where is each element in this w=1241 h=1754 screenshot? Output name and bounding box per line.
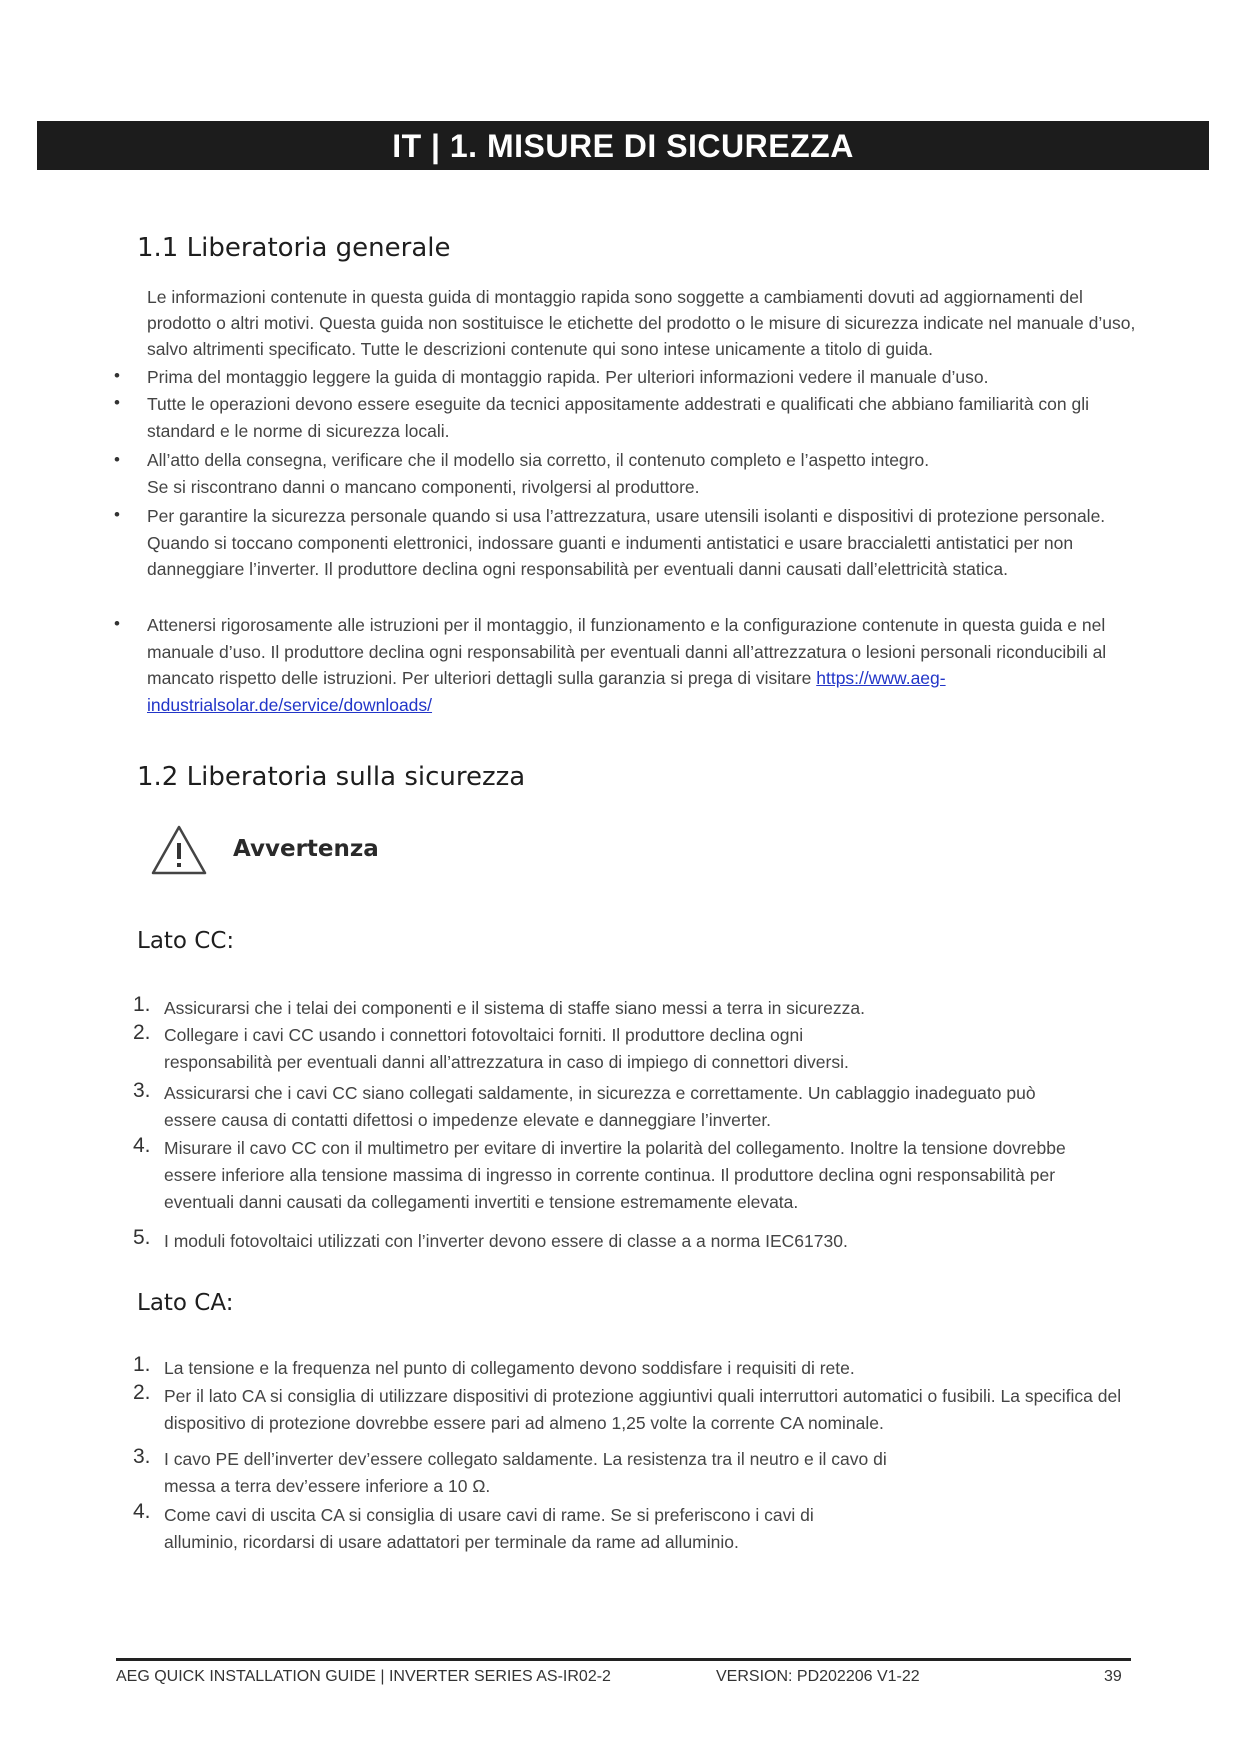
bullet-dot: • xyxy=(114,450,120,469)
bullet-item: Prima del montaggio leggere la guida di montaggio rapida. Per ulteriori informazioni vedere il manuale d’uso. xyxy=(147,367,989,387)
ac-item: La tensione e la frequenza nel punto di collegamento devono soddisfare i requisiti di rete. xyxy=(164,1358,855,1378)
item-number: 1. xyxy=(133,993,151,1016)
bullet-dot: • xyxy=(114,366,120,385)
item-number: 3. xyxy=(133,1445,151,1468)
bullet-item xyxy=(147,612,1137,718)
bullet-dot: • xyxy=(114,393,120,412)
item-number: 4. xyxy=(133,1134,151,1157)
item-number: 2. xyxy=(133,1381,151,1404)
ac-item: Per il lato CA si consiglia di utilizzare dispositivi di protezione aggiuntivi quali interruttori automatici o fusibili. La specifica del dispositivo di protezione dovrebbe essere pari ad almeno 1,25 volte la corrente CA nominale. xyxy=(164,1386,1122,1433)
bullet-text: Attenersi rigorosamente alle istruzioni per il montaggio, il funzionamento e la configurazione contenute in questa guida e nel manuale d’uso. Il produttore declina ogni responsabilità per eventuali danni all’attrezzatura o lesioni personali riconducibili al mancato rispetto delle istruzioni. Per ulteriori dettagli sulla garanzia si prega di visitare xyxy=(147,615,1107,688)
dc-item: Assicurarsi che i cavi CC siano collegati saldamente, in sicurezza e correttamente. Un cablaggio inadeguato può essere causa di contatti difettosi o impedenze elevate e danneggiare l’inverter. xyxy=(164,1083,1036,1130)
dc-item: Collegare i cavi CC usando i connettori fotovoltaici forniti. Il produttore declina ogni responsabilità per eventuali danni all’attrezzatura in caso di impiego di connettori diversi. xyxy=(164,1025,849,1072)
intro-paragraph: Le informazioni contenute in questa guida di montaggio rapida sono soggette a cambiamenti dovuti ad aggiornamenti del prodotto o altri motivi. Questa guida non sostituisce le etichette del prodotto o le misure di sicurezza indicate nel manuale d’uso, salvo altrimenti specificato. Tutte le descrizioni contenute qui sono intese unicamente a titolo di guida. xyxy=(147,287,1136,359)
item-number: 3. xyxy=(133,1079,151,1102)
item-number: 4. xyxy=(133,1500,151,1523)
downloads-link[interactable]: https://www.aeg-industrialsolar.de/service/downloads/ xyxy=(147,668,946,715)
footer-divider xyxy=(116,1658,1131,1661)
warning-icon xyxy=(150,824,208,876)
bullet-dot: • xyxy=(114,505,120,524)
bullet-item: All’atto della consegna, verificare che il modello sia corretto, il contenuto completo e l’aspetto integro. Se si riscontrano danni o mancano componenti, rivolgersi al produttore. xyxy=(147,450,930,497)
dc-item: Assicurarsi che i telai dei componenti e il sistema di staffe siano messi a terra in sicurezza. xyxy=(164,998,865,1018)
bullet-item: Per garantire la sicurezza personale quando si usa l’attrezzatura, usare utensili isolanti e dispositivi di protezione personale. Quando si toccano componenti elettronici, indossare guanti e indumenti antistatici e usare braccialetti antistatici per non danneggiare l’inverter. Il produttore declina ogni responsabilità per eventuali danni causati dall’elettricità statica. xyxy=(147,506,1106,579)
section-banner: IT | 1. MISURE DI SICUREZZA xyxy=(37,121,1209,170)
warning-label: Avvertenza xyxy=(233,836,379,862)
heading-dc-side: Lato CC: xyxy=(137,928,235,954)
bullet-item: Tutte le operazioni devono essere eseguite da tecnici appositamente addestrati e qualificati che abbiano familiarità con gli standard e le norme di sicurezza locali. xyxy=(147,394,1090,441)
heading-ac-side: Lato CA: xyxy=(137,1290,234,1316)
ac-item: I cavo PE dell’inverter dev’essere collegato saldamente. La resistenza tra il neutro e il cavo di messa a terra dev’essere inferiore a 10 Ω. xyxy=(164,1449,887,1496)
ac-item: Come cavi di uscita CA si consiglia di usare cavi di rame. Se si preferiscono i cavi di alluminio, ricordarsi di usare adattatori per terminale da rame ad alluminio. xyxy=(164,1505,814,1552)
footer-version: VERSION: PD202206 V1-22 xyxy=(716,1668,920,1685)
dc-item: Misurare il cavo CC con il multimetro per evitare di invertire la polarità del collegamento. Inoltre la tensione dovrebbe essere inferiore alla tensione massima di ingresso in corrente continua. Il produttore declina ogni responsabilità per eventuali danni causati da collegamenti invertiti e tensione estremamente elevata. xyxy=(164,1138,1066,1212)
page-number: 39 xyxy=(1104,1668,1122,1685)
footer-guide-title: AEG QUICK INSTALLATION GUIDE | INVERTER SERIES AS-IR02-2 xyxy=(116,1668,611,1685)
dc-item: I moduli fotovoltaici utilizzati con l’inverter devono essere di classe a a norma IEC61730. xyxy=(164,1231,848,1251)
item-number: 5. xyxy=(133,1226,151,1249)
bullet-dot: • xyxy=(114,614,120,633)
heading-general-disclaimer: 1.1 Liberatoria generale xyxy=(137,233,451,263)
item-number: 2. xyxy=(133,1021,151,1044)
heading-safety-disclaimer: 1.2 Liberatoria sulla sicurezza xyxy=(137,762,526,792)
item-number: 1. xyxy=(133,1353,151,1376)
